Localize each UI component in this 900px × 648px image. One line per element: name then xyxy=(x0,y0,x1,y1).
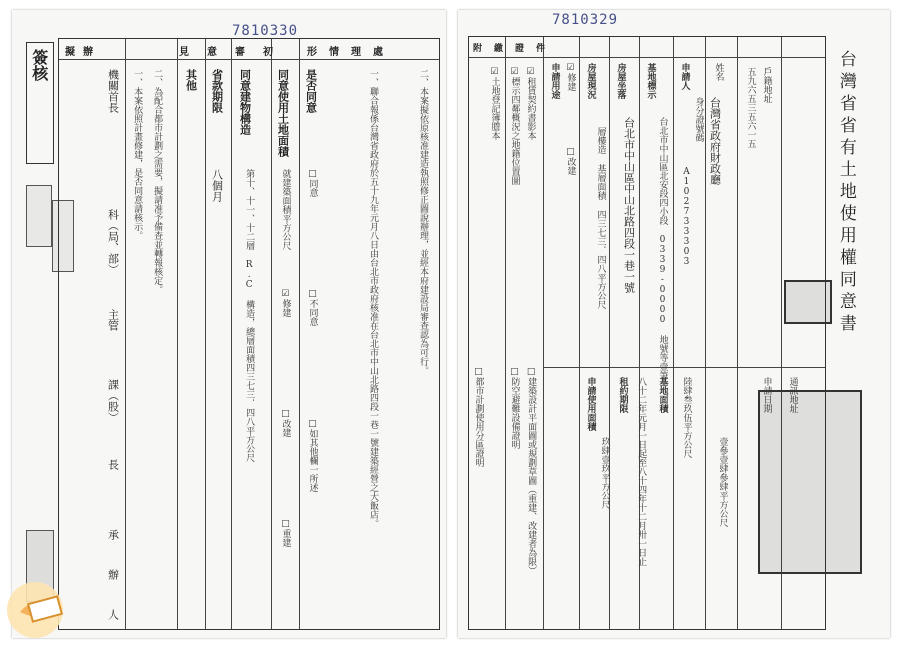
id-number: A102733303 xyxy=(681,167,692,267)
signature-stamp-1 xyxy=(26,185,52,247)
attachment-design: □建築設計平面圖或規劃草圖（重建、改建者為限） xyxy=(526,367,537,575)
use-alter[interactable]: □改建 xyxy=(565,147,576,175)
value-structure: 第十、十一、十二層 R.C 構造，總層面積四三七三．四八平方公尺 xyxy=(244,169,255,462)
structure-label: 房屋現況 xyxy=(585,63,596,99)
review-note-2: 二、為配合都市計劃之需要，擬請准予備查並轉報核定。 xyxy=(152,69,163,294)
item-structure: 同意建物構造 xyxy=(238,69,252,135)
serial-number: 7810329 xyxy=(552,12,619,28)
rent-period-value: 八十二年元月一日起至八十四年十二月卅一日止 xyxy=(636,377,647,566)
apply-area-label: 申請使用面積 xyxy=(585,377,596,431)
serial-number: 7810330 xyxy=(232,23,299,39)
item-period: 省款期限 xyxy=(210,69,224,113)
left-table xyxy=(58,38,440,630)
item-consent: 是否同意 xyxy=(304,69,318,113)
situation-text-1: 一、聯合報係台灣省政府於五十九年元月八日由台北市政府核准在台北市中山北路四段一巷一號建築經營之大飯店。 xyxy=(368,69,378,528)
value-period: 八個月 xyxy=(210,169,224,202)
official-seal-small xyxy=(784,280,832,324)
apply-area-value: 玖肆壹玖平方公尺 xyxy=(599,437,610,509)
header-proposal: 擬辦 xyxy=(65,47,101,58)
structure-value: 層樓造 基層面積 四三七三．四八平方公尺 xyxy=(595,127,606,309)
review-note-1: 一、本案依照計畫修建，是否同意請核示。 xyxy=(132,69,143,240)
approval-handler-2: 辦 xyxy=(106,569,120,580)
id-label: 身分證號碼 xyxy=(693,97,704,142)
consent-yes[interactable]: □同意 xyxy=(307,169,318,197)
attachment-zoning: □都市計劃使用分區證明 xyxy=(473,367,484,467)
header-review: 見意審初 xyxy=(179,47,291,58)
situation-text-2: 二、本案擬依原核准建造執照修正圖說辦理，並經本府建設局審查認為可行。 xyxy=(418,69,428,375)
total-area-value: 壹參壹肆參肆平方公尺 xyxy=(717,437,728,527)
build-alter[interactable]: □改建 xyxy=(280,409,291,437)
applicant-name: 台灣省政府財政廳 xyxy=(708,97,722,185)
header-situation: 形情理處 xyxy=(307,47,395,58)
house-label: 房屋坐落 xyxy=(615,63,626,99)
right-form-page xyxy=(458,10,890,638)
approval-head: 長 xyxy=(106,459,120,470)
left-form-page xyxy=(12,10,446,638)
contact-label: 通訊地址 xyxy=(787,377,798,413)
base-area-label: 基地面積 xyxy=(657,377,668,413)
approval-manager: 主管 xyxy=(106,309,120,331)
approval-handler-1: 承 xyxy=(106,529,120,540)
value-area: 就建築面積平方公尺 xyxy=(280,169,291,250)
build-rebuild[interactable]: □重建 xyxy=(280,519,291,547)
base-value: 台北市中山區北安段四小段 0339-0000 地號等壹筆 xyxy=(657,117,668,380)
consent-no[interactable]: □不同意 xyxy=(307,289,318,326)
applicant-heading: 申請人 xyxy=(679,63,690,90)
build-repair[interactable]: ☑修建 xyxy=(280,289,291,317)
attachment-shelter: □防空避難設備證明 xyxy=(509,367,520,449)
item-area: 同意使用土地面積 xyxy=(276,69,290,157)
attachment-land-record: ☑土地登記簿謄本 xyxy=(489,67,500,140)
attachment-map: ☑標示四鄰概況之地籍位置圖 xyxy=(509,67,520,185)
approval-stamp xyxy=(26,42,54,164)
phone-number: 五九六五三五六一五 xyxy=(745,67,756,148)
use-repair[interactable]: ☑修建 xyxy=(565,63,576,91)
base-area-value: 陸肆叁玖伍平方公尺 xyxy=(681,377,692,458)
attachments-heading: 附繳證件 xyxy=(473,44,558,54)
applicant-name-label: 姓名 xyxy=(713,63,724,81)
stamp-label: 簽核 xyxy=(29,49,49,81)
form-title: 台灣省省有土地使用權同意書 xyxy=(835,50,856,336)
address-label: 戶籍地址 xyxy=(761,67,772,103)
approval-dept: 科（局、部） xyxy=(106,209,120,275)
use-label: 申請用途 xyxy=(549,63,560,99)
approval-title: 機關首長 xyxy=(106,69,120,113)
item-other: 其他 xyxy=(184,69,198,91)
approval-section: 課（股） xyxy=(106,379,120,423)
attachment-lease: ☑租賃契約書影本 xyxy=(525,67,536,140)
consent-other[interactable]: □如其他欄一所述 xyxy=(307,419,318,492)
base-label: 基地標示 xyxy=(645,63,656,99)
date-label: 申請日期 xyxy=(761,377,772,413)
rent-period-label: 租約期限 xyxy=(617,377,628,413)
publisher-logo-icon xyxy=(0,570,90,640)
approval-handler-3: 人 xyxy=(106,609,120,620)
house-value: 台北市中山區中山北路四段一巷一號 xyxy=(622,117,636,293)
official-seal-large xyxy=(758,390,862,574)
